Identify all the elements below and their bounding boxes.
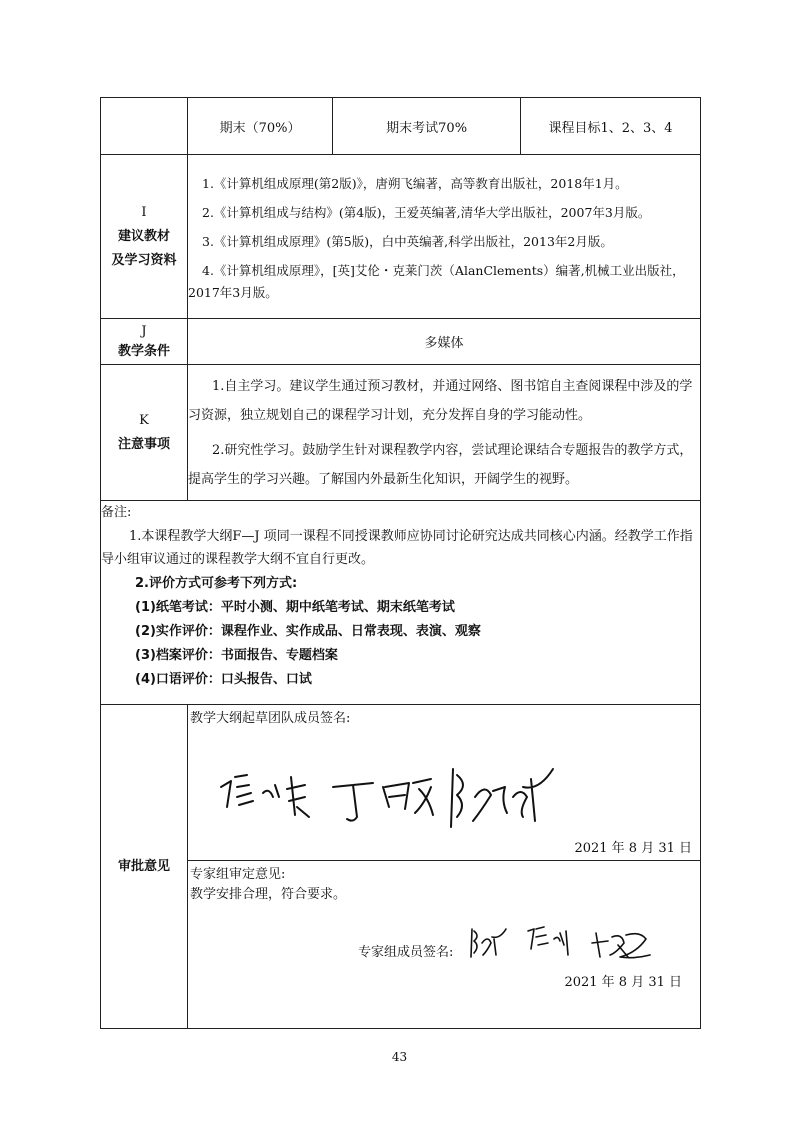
expert-sign-box [188,861,700,1027]
notes-label-text: 注意事项 [117,436,170,452]
expert-signature-image [468,923,668,963]
assessment-objectives: 课程目标1、2、3、4 [548,120,673,136]
remarks-item-1: 1.本课程教学大纲F—J 项同一课程不同授课教师应协同讨论研究达成共同核心内涵。经教学工作指导小组审议通过的课程教学大纲不宜自行更改。 [101,528,693,567]
notes-label [101,365,188,501]
reference-item: 2.《计算机组成与结构》(第4版)，王爱英编著,清华大学出版社，2007年3月版。 [202,205,651,220]
remarks-sub-item: (1)纸笔考试：平时小测、期中纸笔考试、期末纸笔考试 [135,599,455,615]
reference-item: 1.《计算机组成原理(第2版)》，唐朔飞编著，高等教育出版社，2018年1月。 [202,176,628,191]
remarks-sub-item: (4)口语评价：口头报告、口试 [135,671,312,687]
references-row [101,155,701,319]
notes-content [188,365,701,501]
remarks-content [101,501,701,705]
assessment-label-cell [101,98,188,155]
assessment-row [101,98,701,155]
expert-sign-date: 2021 年 8 月 31 日 [564,975,682,990]
reference-item: 4.《计算机组成原理》，[英]艾伦・克莱门茨（AlanClements）编著,机械工业出版社，2017年3月版。 [188,263,685,300]
conditions-value: 多媒体 [188,319,701,365]
approval-row [101,705,701,1029]
remarks-sub-item: (3)档案评价：书面报告、专题档案 [135,647,338,663]
assessment-method: 期末考试70% [333,98,521,154]
conditions-label [101,319,188,365]
section-letter: J [141,323,147,339]
conditions-row [101,319,701,365]
expert-title: 专家组审定意见: [190,867,286,882]
expert-opinion: 教学安排合理，符合要求。 [190,887,347,902]
conditions-label-text: 教学条件 [117,343,170,359]
section-letter: I [141,204,147,220]
reference-item: 3.《计算机组成原理》(第5版)，白中英编著,科学出版社，2013年2月版。 [202,234,613,249]
note-item: 2.研究性学习。鼓励学生针对课程教学内容，尝试理论课结合专题报告的教学方式，提高学生的学习兴趣。了解国内外最新生化知识，开阔学生的视野。 [188,442,693,487]
team-sign-title: 教学大纲起草团队成员签名: [190,711,351,726]
team-sign-date: 2021 年 8 月 31 日 [574,841,692,856]
expert-sign-label: 专家组成员签名: [358,945,454,960]
approval-label: 审批意见 [101,705,188,1029]
remarks-sub-item: (2)实作评价：课程作业、实作成品、日常表现、表演、观察 [135,623,481,639]
assessment-cells [188,98,700,154]
team-sign-box [188,705,700,861]
notes-row [101,365,701,501]
remarks-title: 备注: [101,505,132,520]
references-label [101,155,188,319]
note-item: 1.自主学习。建议学生通过预习教材，并通过网络、图书馆自主查阅课程中涉及的学习资源，独立规划自己的课程学习计划，充分发挥自身的学习能动性。 [188,378,693,423]
team-signature-image [213,757,573,837]
page-number: 43 [391,1050,408,1064]
remarks-row [101,501,701,705]
remarks-item-2: 2.评价方式可参考下列方式: [135,575,298,591]
references-label-line2: 及学习资料 [111,252,177,268]
syllabus-table [100,97,701,1029]
assessment-type: 期末（70%） [188,98,333,154]
references-label-line1: 建议教材 [117,228,170,244]
section-letter: K [139,412,149,428]
references-list [188,155,701,319]
